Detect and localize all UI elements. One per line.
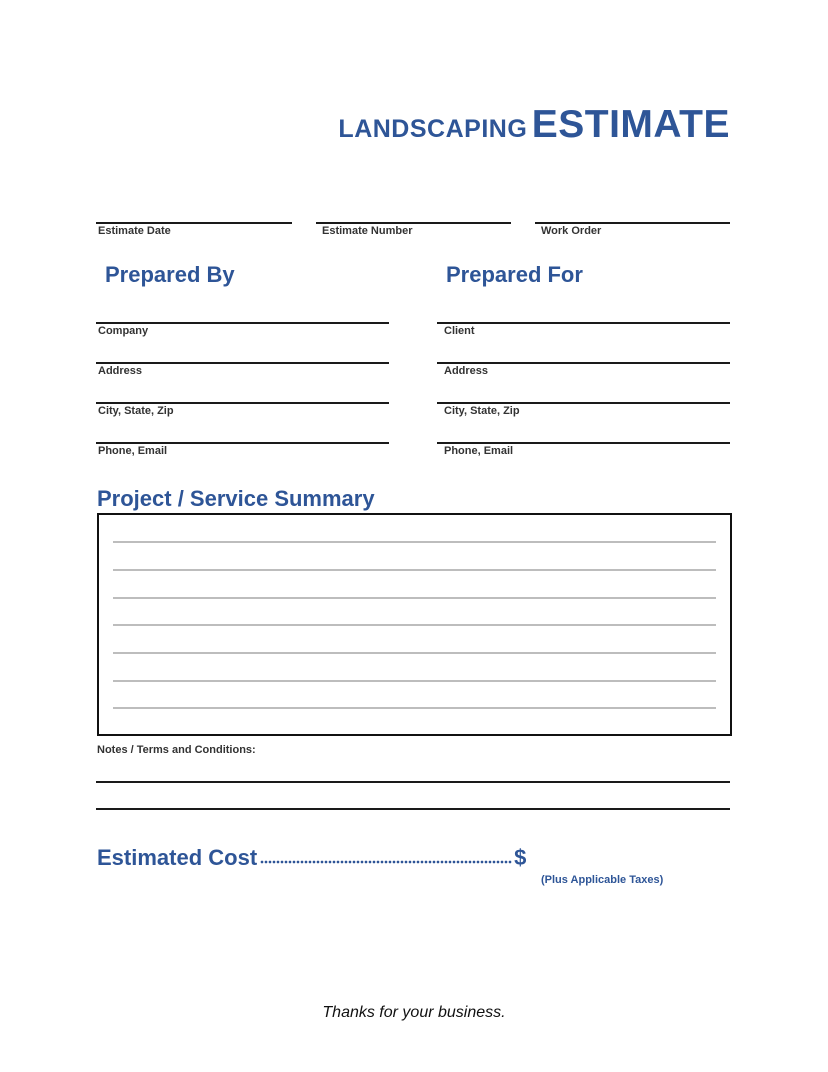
summary-line (113, 624, 716, 626)
document-title (338, 103, 730, 147)
summary-box[interactable] (97, 513, 732, 736)
prepared-for-address-field[interactable] (437, 362, 730, 377)
prepared-by-city-label: City, State, Zip (98, 405, 174, 417)
summary-line (113, 597, 716, 599)
work-order-label: Work Order (541, 225, 602, 237)
prepared-by-address-label: Address (98, 365, 143, 377)
summary-line (113, 707, 716, 709)
summary-heading: Project / Service Summary (97, 486, 375, 511)
prepared-for-heading: Prepared For (446, 262, 583, 287)
currency-symbol: $ (514, 845, 527, 870)
prepared-for-address-label: Address (444, 365, 489, 377)
thanks-message: Thanks for your business. (322, 1004, 506, 1021)
prepared-for-phone-field[interactable] (437, 442, 730, 457)
estimate-number-field[interactable] (316, 222, 511, 237)
dot-leader (260, 860, 512, 864)
estimated-cost-row (97, 845, 526, 871)
client-field[interactable] (437, 322, 730, 337)
title-estimate: ESTIMATE (531, 103, 730, 146)
notes-line[interactable] (96, 781, 730, 783)
prepared-by-heading: Prepared By (105, 262, 235, 287)
company-label: Company (98, 325, 149, 337)
taxes-note: (Plus Applicable Taxes) (541, 874, 664, 886)
summary-line (113, 569, 716, 571)
summary-line (113, 541, 716, 543)
estimated-cost-label: Estimated Cost (97, 845, 258, 870)
notes-line[interactable] (96, 808, 730, 810)
notes-label: Notes / Terms and Conditions: (97, 744, 256, 756)
client-label: Client (444, 325, 475, 337)
company-field[interactable] (96, 322, 389, 337)
work-order-field[interactable] (535, 222, 730, 237)
prepared-by-phone-label: Phone, Email (98, 445, 168, 457)
estimate-date-field[interactable] (96, 222, 292, 237)
estimate-number-label: Estimate Number (322, 225, 413, 237)
summary-line (113, 680, 716, 682)
prepared-by-address-field[interactable] (96, 362, 389, 377)
title-landscaping: LANDSCAPING (338, 115, 528, 143)
summary-line (113, 652, 716, 654)
prepared-by-city-field[interactable] (96, 402, 389, 417)
prepared-for-city-label: City, State, Zip (444, 405, 520, 417)
prepared-for-city-field[interactable] (437, 402, 730, 417)
prepared-by-phone-field[interactable] (96, 442, 389, 457)
estimate-date-label: Estimate Date (98, 225, 171, 237)
prepared-for-phone-label: Phone, Email (444, 445, 514, 457)
